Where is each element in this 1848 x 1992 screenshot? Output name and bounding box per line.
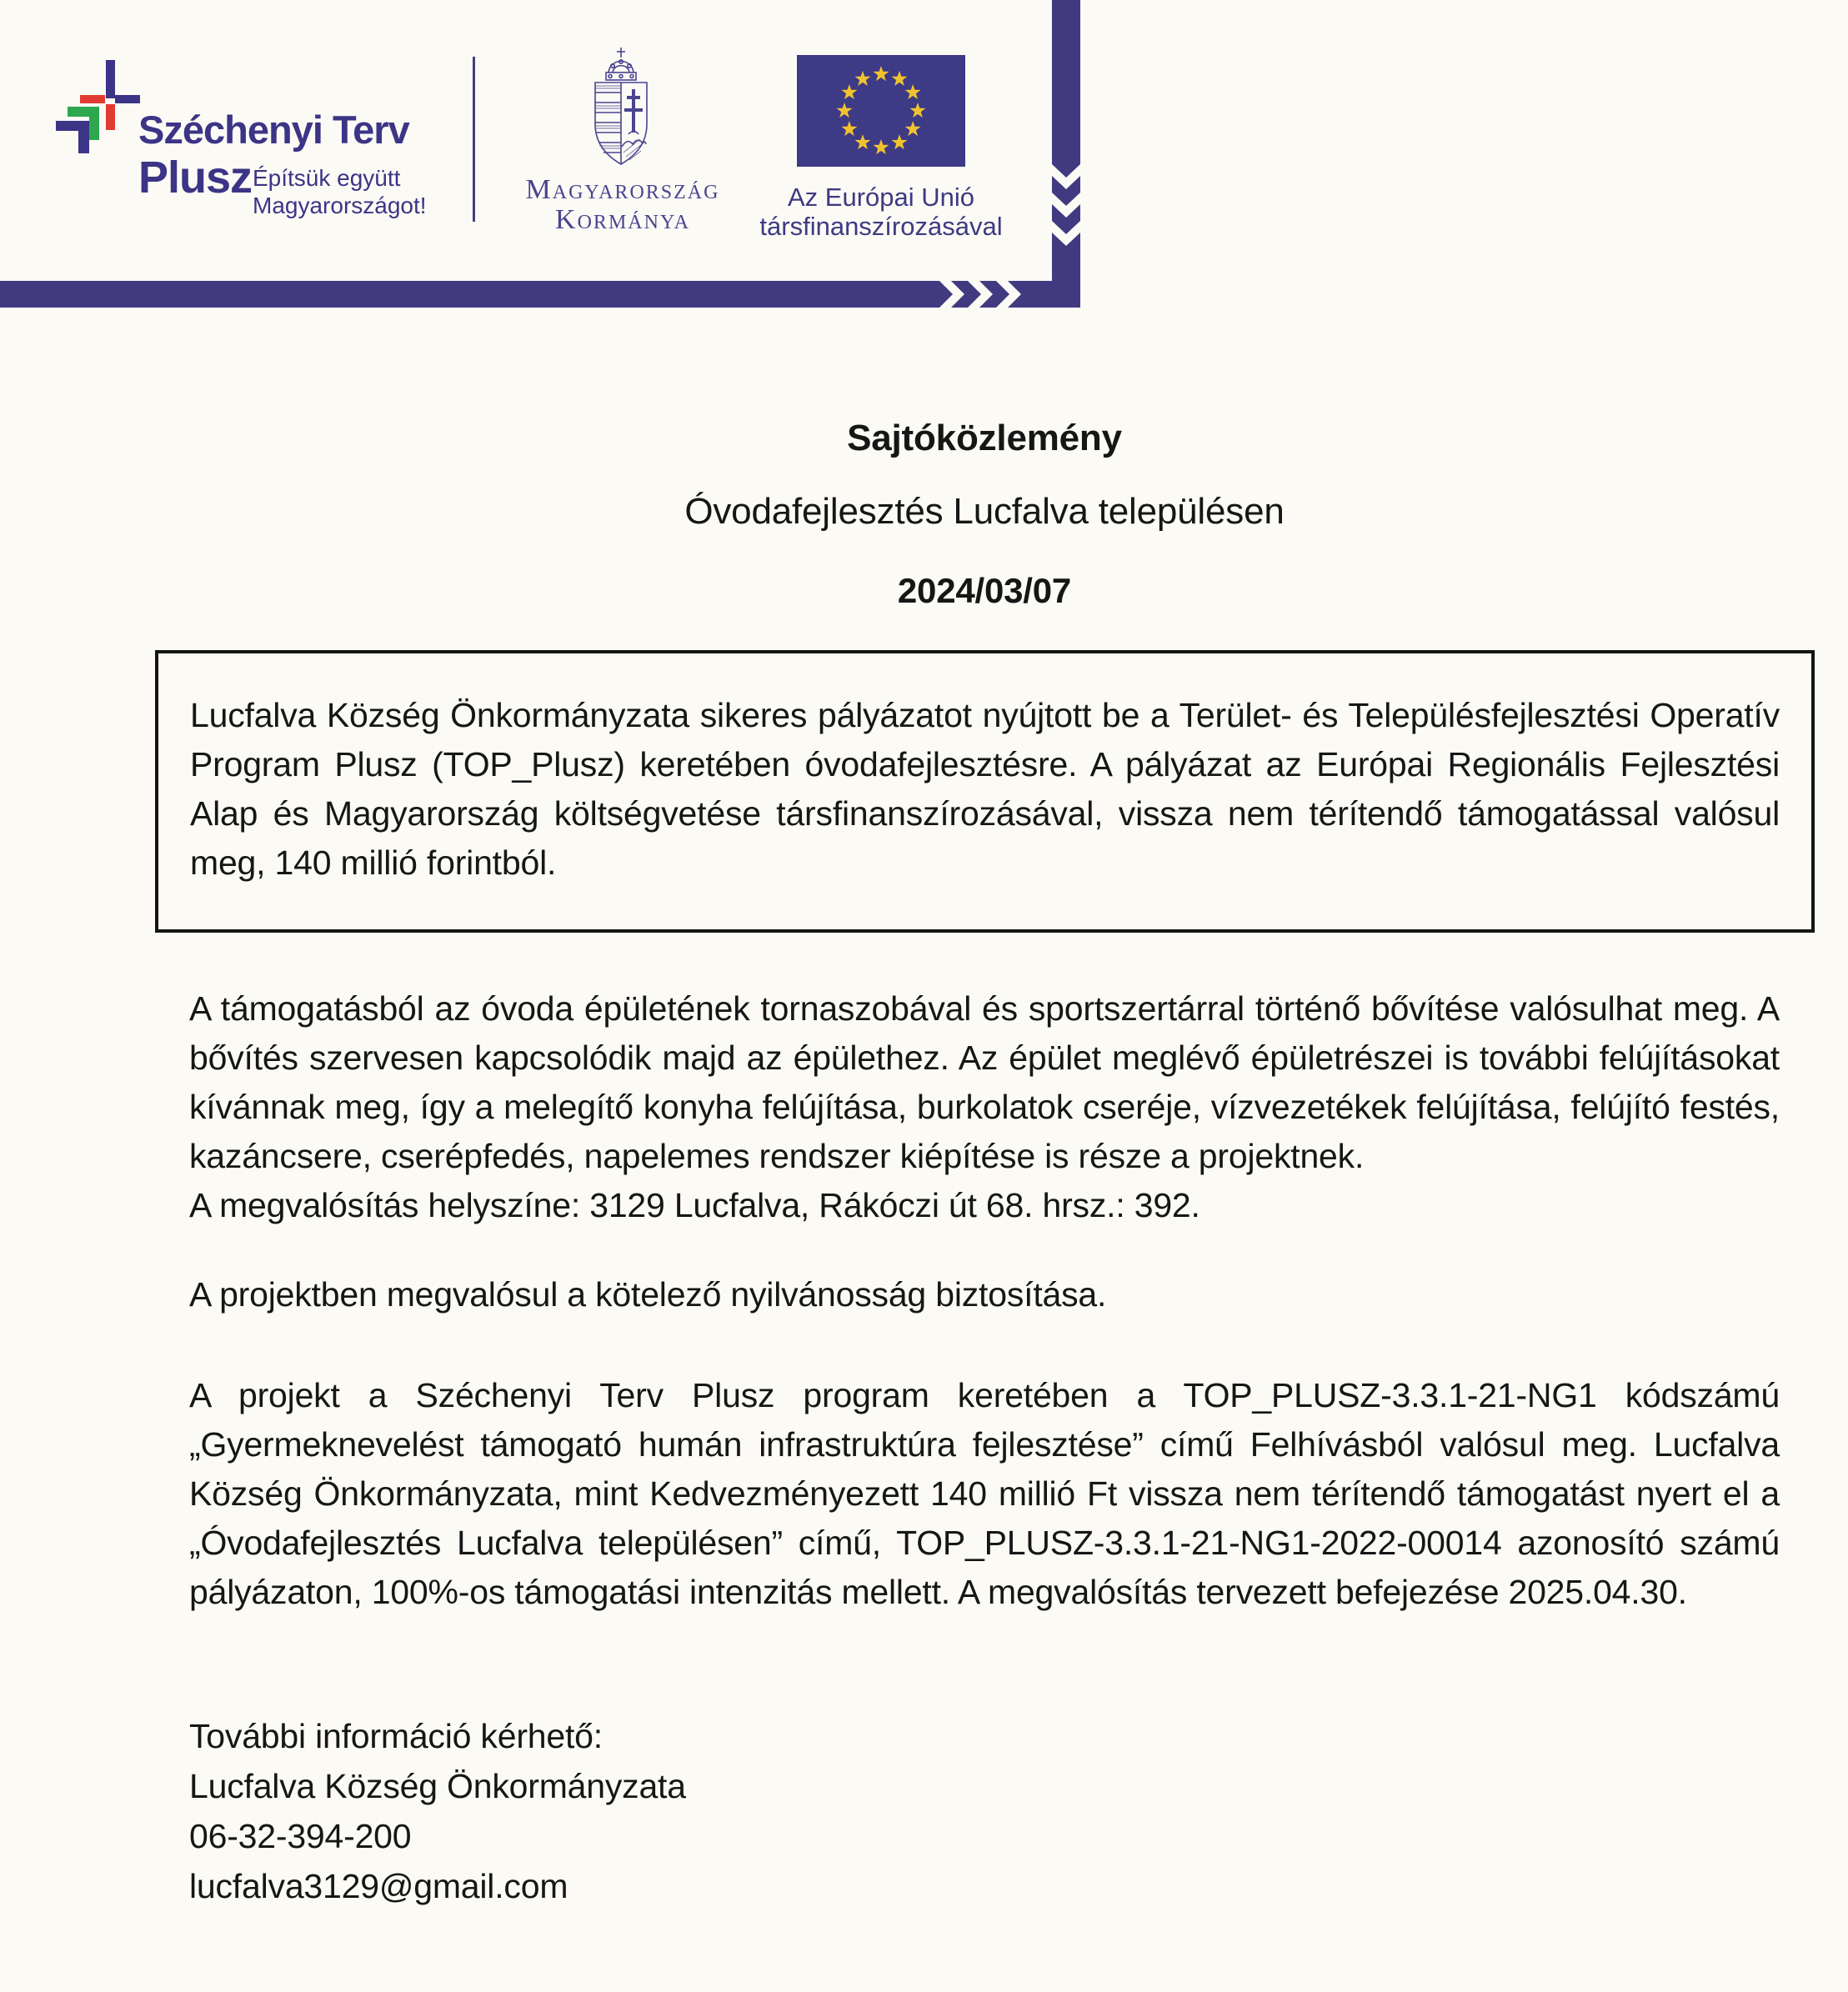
document-body <box>189 0 1780 1911</box>
lead-paragraph: Lucfalva Község Önkormányzata sikeres pályázatot nyújtott be a Terület- és Településfejlesztési Operatív Program Plusz (TOP_Plusz) keretében óvodafejlesztésre. A pályázat az Európai Regionális Fejlesztési Alap és Magyarország költségvetése társfinanszírozásával, vissza nem térítendő támogatással valósul meg, 140 millió forintból. <box>190 696 1780 882</box>
szechenyi-logo-title: Széchenyi Terv <box>138 108 409 152</box>
contact-phone: 06-32-394-200 <box>189 1817 412 1855</box>
paragraph-works: A támogatásból az óvoda épületének tornaszobával és sportszertárral történő bővítése valósulhat meg. A bővítés szervesen kapcsolódik majd az épülethez. Az épület meglévő épületrészei is további felújításokat kívánnak meg, így a melegítő konyha felújítása, burkolatok cseréje, vízvezetékek felújítása, felújító festés, kazáncsere, cserépfedés, napelemes rendszer kiépítése is része a projektnek. <box>189 989 1780 1175</box>
contact-name: Lucfalva Község Önkormányzata <box>189 1767 686 1805</box>
page-title: Sajtóközlemény <box>847 418 1122 458</box>
paragraph-publicity: A projektben megvalósul a kötelező nyilvánosság biztosítása. <box>189 1275 1107 1314</box>
contact-block <box>189 1711 1780 1911</box>
eu-caption-line-1: Az Európai Unió <box>787 183 974 212</box>
szechenyi-tagline-2: Magyarországot! <box>253 193 427 218</box>
date: 2024/03/07 <box>897 571 1072 610</box>
government-line-1: Magyarország <box>525 174 720 205</box>
lead-paragraph-box <box>155 650 1815 933</box>
szechenyi-tagline-1: Építsük együtt <box>253 165 401 191</box>
paragraph-project-details: A projekt a Széchenyi Terv Plusz program keretében a TOP_PLUSZ-3.3.1-21-NG1 kódszámú „Gyermeknevelést támogató humán infrastruktúra fejlesztése” című Felhívásból valósul meg. Lucfalva Község Önkormányzata, mint Kedvezményezett 140 millió Ft vissza nem térítendő támogatást nyert el a „Óvodafejlesztés Lucfalva településen” című, TOP_PLUSZ-3.3.1-21-NG1-2022-00014 azonosító számú pályázaton, 100%-os támogatási intenzitás mellett. A megvalósítás tervezett befejezése 2025.04.30. <box>189 1376 1780 1611</box>
contact-email: lucfalva3129@gmail.com <box>189 1867 568 1905</box>
page-subtitle: Óvodafejlesztés Lucfalva településen <box>684 491 1285 532</box>
contact-heading: További információ kérhető: <box>189 1717 603 1755</box>
eu-caption-line-2: társfinanszírozásával <box>759 212 1003 241</box>
paragraph-location: A megvalósítás helyszíne: 3129 Lucfalva, Rákóczi út 68. hrsz.: 392. <box>189 1186 1200 1224</box>
szechenyi-logo-plusz: Plusz <box>138 153 253 203</box>
government-line-2: Kormánya <box>555 204 690 235</box>
